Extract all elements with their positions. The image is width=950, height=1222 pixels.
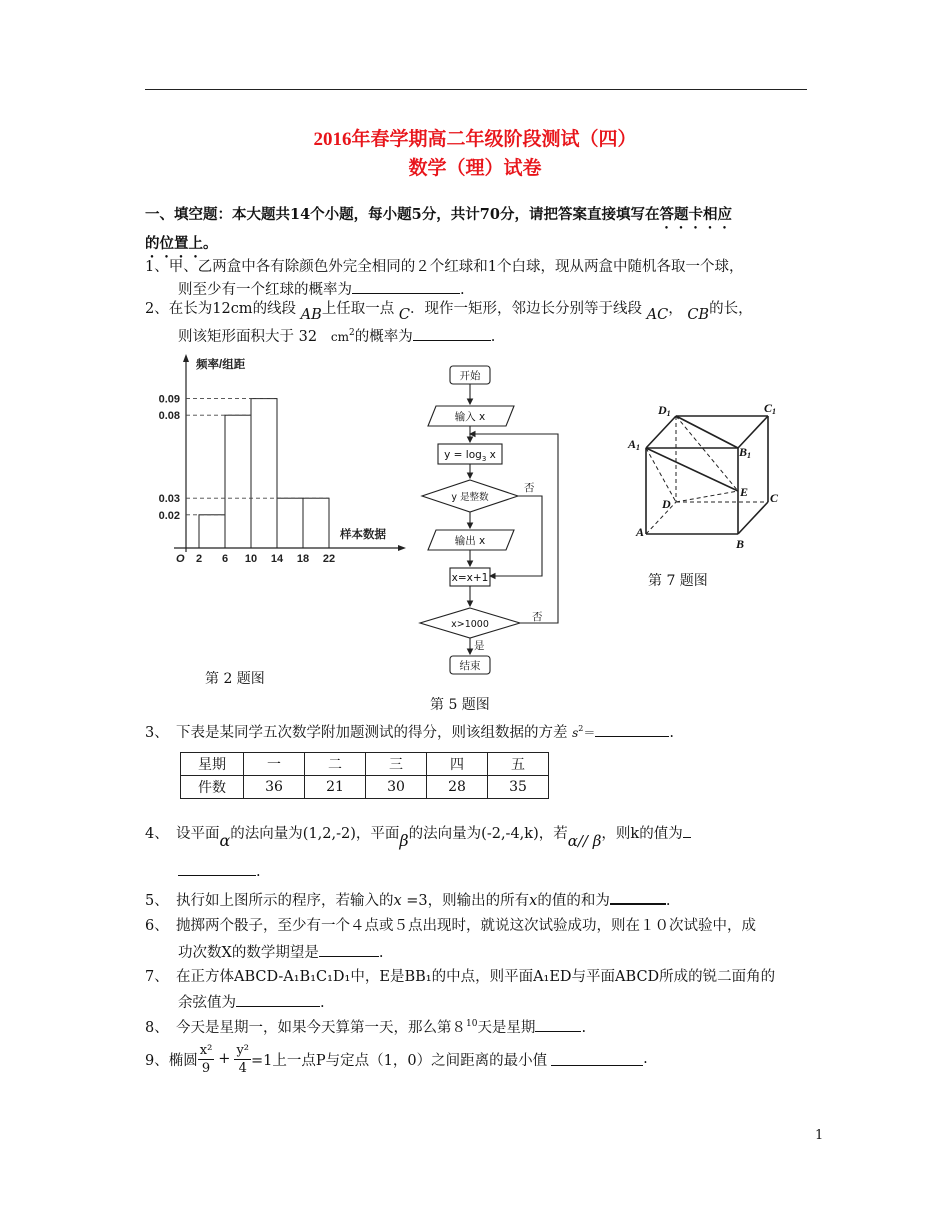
y-tick-label: 0.08	[158, 410, 180, 423]
histogram-figure	[148, 352, 413, 572]
page-number: 1	[815, 1128, 824, 1143]
answer-blank	[319, 943, 379, 957]
flow-end-label: 结束	[459, 660, 481, 672]
table-cell: 21	[305, 776, 366, 799]
cube-label-C: C	[770, 491, 779, 505]
cube-label-E: E	[740, 485, 749, 499]
question-8: 8、 今天是星期一，如果今天算第一天，那么第$8^{10}$天是星期 .	[145, 1019, 587, 1036]
cube-label-C1: C1	[764, 401, 777, 416]
table-cell: 28	[427, 776, 488, 799]
figure-5-caption: 第 5 题图	[430, 697, 490, 713]
table-cell: 36	[244, 776, 305, 799]
question-6-line-2: 功次数X的数学期望是 .	[178, 945, 384, 961]
cube-figure	[622, 398, 792, 548]
question-7-line-1: 7、 在正方体ABCD-A₁B₁C₁D₁中，E是BB₁的中点，则平面A₁ED与平面ABCD所成的锐二面角的	[145, 969, 776, 985]
question-2-line-2: 则该矩形面积大于 32 $cm^2$的概率为 .	[178, 328, 496, 345]
table-cell: 30	[366, 776, 427, 799]
flow-cond1-label: y 是整数	[451, 492, 489, 503]
x-axis-arrow	[398, 545, 406, 551]
question-9: 9、椭圆 $\frac{\text{x²}}{9}$ + $\frac{\text{y²}}{4}$ =1上一点P与定点（1，0）之间距离的最小值 .	[145, 1042, 648, 1076]
table-cell: 四	[427, 753, 488, 776]
flow-increment-label: x=x+1	[451, 572, 489, 584]
y-tick-label: 0.03	[158, 493, 180, 506]
answer-blank	[178, 862, 256, 876]
fraction-x: $\frac{\text{x²}}{9}$	[199, 1042, 213, 1076]
x-axis-label: 样本数据	[340, 529, 386, 541]
table-cell: 三	[366, 753, 427, 776]
flow-output-label: 输出 x	[454, 535, 486, 547]
header-rule	[145, 89, 807, 90]
histogram-bar	[199, 515, 225, 548]
histogram-bar	[225, 415, 251, 548]
question-6-line-1: 6、 抛掷两个骰子，至少有一个４点或５点出现时，就说这次试验成功，则在１０次试验中，成	[145, 918, 756, 934]
figure-7-caption: 第 7 题图	[648, 573, 708, 589]
x-tick-label: 2	[195, 553, 203, 565]
table-cell: 件数	[181, 776, 244, 799]
flow-cond2-label: x>1000	[451, 619, 489, 630]
cube-label-D: D	[662, 497, 671, 511]
x-tick-label: 22	[322, 553, 336, 565]
cube-label-A1: A1	[628, 437, 641, 452]
table-cell: 五	[488, 753, 549, 776]
table-row	[181, 753, 549, 776]
cube-label-B1: B1	[739, 445, 752, 460]
flow-input-label: 输入 x	[454, 411, 486, 423]
table-cell: 星期	[181, 753, 244, 776]
answer-blank	[535, 1018, 581, 1032]
histogram-bar	[251, 399, 277, 548]
y-tick-label: 0.09	[158, 393, 180, 406]
flow-assign-label: $y = \log_3 x$	[444, 449, 496, 463]
origin-label: O	[176, 553, 185, 565]
flowchart-figure	[410, 360, 585, 680]
score-table	[180, 752, 549, 799]
x-tick-label: 14	[270, 553, 284, 565]
table-cell: 35	[488, 776, 549, 799]
table-row	[181, 776, 549, 799]
answer-blank	[595, 723, 669, 737]
flow-no2-label: 否	[532, 611, 543, 623]
question-4: 4、 设平面α的法向量为(1,2,-2)，平面β的法向量为(-2,-4,k)，若α// β，则k的值为	[145, 822, 691, 843]
answer-blank	[236, 993, 320, 1007]
y-tick-label: 0.02	[158, 509, 180, 522]
question-5: 5、 执行如上图所示的程序，若输入的x =3，则输出的所有x的值的和为 .	[145, 889, 670, 910]
figure-2-caption: 第 2 题图	[205, 671, 265, 687]
histogram-bar	[303, 498, 329, 548]
answer-blank	[413, 327, 491, 341]
flow-yes2-label: 是	[474, 640, 485, 652]
question-2-line-1: 2、在长为12cm的线段 AB上任取一点 C．现作一矩形，邻边长分别等于线段 AC， CB的长，	[145, 301, 753, 323]
histogram-bar	[277, 498, 303, 548]
cube-label-A: A	[636, 525, 645, 539]
question-3: 3、 下表是某同学五次数学附加题测试的得分，则该组数据的方差 $s^2=$ .	[145, 724, 674, 741]
question-4-blank-line: .	[178, 862, 261, 880]
cube-label-D1: D1	[658, 403, 671, 418]
question-7-line-2: 余弦值为 .	[178, 995, 325, 1011]
answer-blank	[551, 1052, 643, 1066]
exam-title: 2016年春学期高二年级阶段测试（四）	[313, 129, 637, 150]
answer-blank	[610, 890, 666, 905]
exam-subtitle: 数学（理）试卷	[408, 158, 542, 179]
table-cell: 一	[244, 753, 305, 776]
flow-start-label: 开始	[459, 370, 481, 382]
cube-label-B: B	[736, 537, 745, 548]
flow-no1-label: 否	[524, 482, 535, 494]
fraction-y: $\frac{\text{y²}}{4}$	[236, 1042, 249, 1076]
answer-blank	[352, 280, 460, 294]
table-cell: 二	[305, 753, 366, 776]
x-tick-label: 10	[244, 553, 258, 565]
x-tick-label: 18	[296, 553, 310, 565]
question-1-line-1: 1、甲、乙两盒中各有除颜色外完全相同的２个红球和1个白球，现从两盒中随机各取一个球，	[145, 259, 744, 275]
y-axis-arrow	[183, 354, 189, 362]
section-heading: 一、填空题：本大题共14个小题，每小题5分，共计70分，请把答案直接填写在答题卡相应 的位置上。	[145, 206, 732, 252]
x-tick-label: 6	[221, 553, 229, 565]
y-axis-label: 频率/组距	[196, 359, 246, 371]
question-1-line-2: 则至少有一个红球的概率为 .	[178, 282, 465, 298]
